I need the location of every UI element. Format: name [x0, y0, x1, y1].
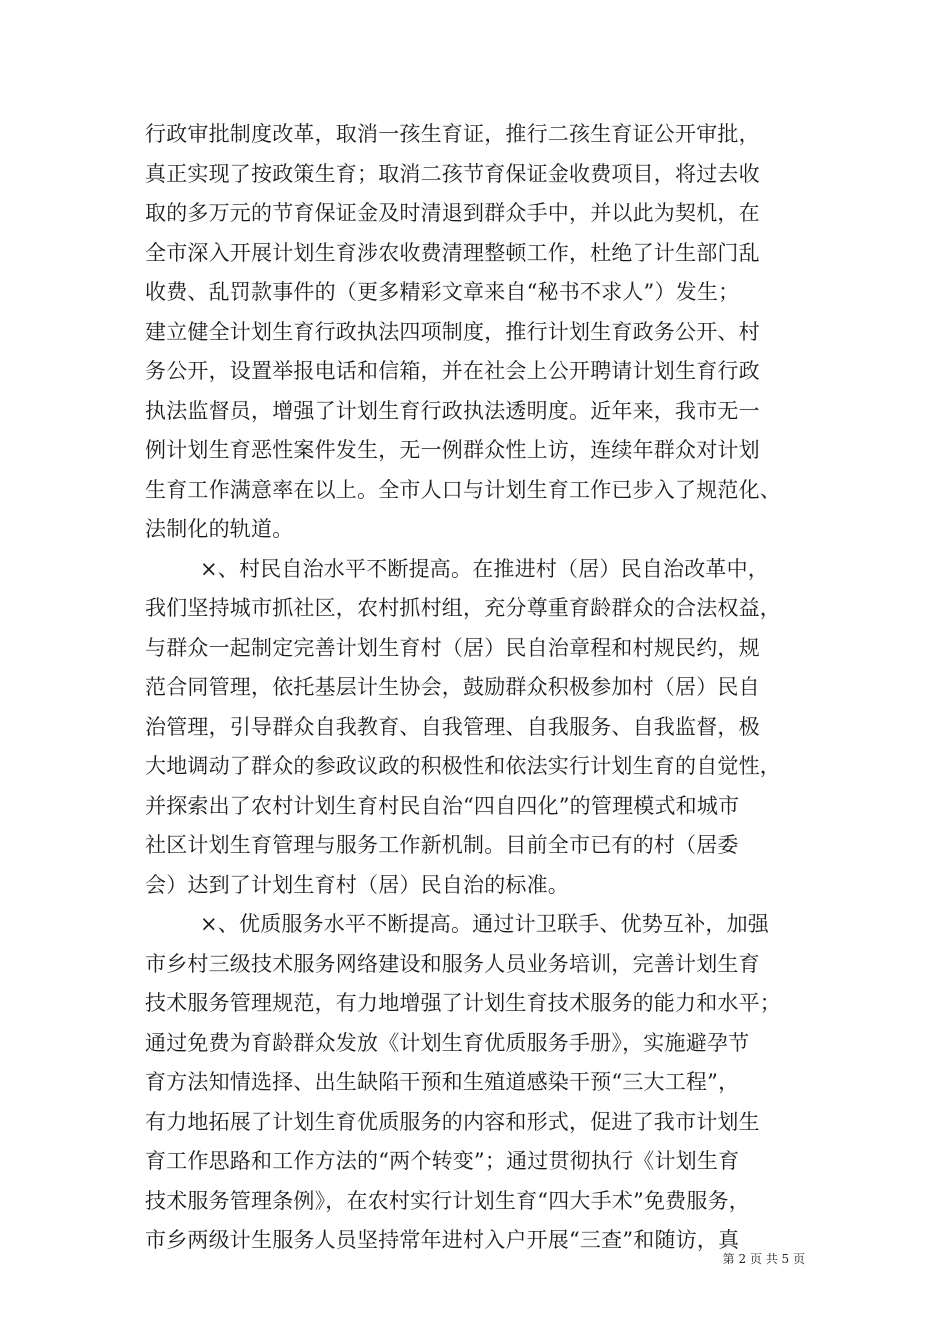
text-line: 取的多万元的节育保证金及时清退到群众手中，并以此为契机，在: [145, 201, 760, 225]
text-line: ×、优质服务水平不断提高。通过计卫联手、优势互补，加强: [200, 912, 769, 936]
text-line: 治管理，引导群众自我教育、自我管理、自我服务、自我监督，极: [145, 714, 760, 739]
text-line: 大地调动了群众的参政议政的积极性和依法实行计划生育的自觉性，: [145, 754, 781, 778]
text-line: 范合同管理，依托基层计生协会，鼓励群众积极参加村（居）民自: [145, 675, 760, 699]
text-line: 收费、乱罚款事件的（更多精彩文章来自“秘书不求人”）发生；: [145, 280, 740, 304]
text-line: 育工作思路和工作方法的“两个转变”；通过贯彻执行《计划生育: [145, 1149, 740, 1173]
paragraph: [145, 550, 815, 906]
text-line: 行政审批制度改革，取消一孩生育证，推行二孩生育证公开审批，: [145, 122, 760, 146]
text-line: 法制化的轨道。: [145, 517, 294, 541]
text-line: 生育工作满意率在以上。全市人口与计划生育工作已步入了规范化、: [145, 477, 781, 502]
text-line: 并探索出了农村计划生育村民自治“四自四化”的管理模式和城市: [145, 793, 740, 818]
page-number: 第 2 页 共 5 页: [722, 1252, 805, 1266]
text-line: 市乡两级计生服务人员坚持常年进村入户开展“三查”和随访，真: [145, 1228, 740, 1252]
text-line: 建立健全计划生育行政执法四项制度，推行计划生育政务公开、村: [145, 319, 760, 344]
text-line: 社区计划生育管理与服务工作新机制。目前全市已有的村（居委: [145, 833, 739, 857]
text-line: 通过免费为育龄群众发放《计划生育优质服务手册》，实施避孕节: [145, 1030, 750, 1055]
text-line: ×、村民自治水平不断提高。在推进村（居）民自治改革中，: [200, 556, 769, 581]
text-line: 技术服务管理规范，有力地增强了计划生育技术服务的能力和水平；: [145, 991, 781, 1015]
paragraph: [145, 905, 815, 1261]
text-line: 育方法知情选择、出生缺陷干预和生殖道感染干预“三大工程”，: [145, 1070, 740, 1094]
text-line: 全市深入开展计划生育涉农收费清理整顿工作，杜绝了计生部门乱: [145, 240, 760, 265]
text-line: 执法监督员，增强了计划生育行政执法透明度。近年来，我市无一: [145, 398, 760, 423]
text-line: 例计划生育恶性案件发生，无一例群众性上访，连续年群众对计划: [145, 438, 760, 462]
text-line: 务公开，设置举报电话和信箱，并在社会上公开聘请计划生育行政: [145, 359, 760, 383]
text-line: 我们坚持城市抓社区，农村抓村组，充分尊重育龄群众的合法权益，: [145, 596, 781, 620]
text-line: 真正实现了按政策生育；取消二孩节育保证金收费项目，将过去收: [145, 161, 760, 186]
text-line: 有力地拓展了计划生育优质服务的内容和形式，促进了我市计划生: [145, 1109, 760, 1134]
text-line: 市乡村三级技术服务网络建设和服务人员业务培训，完善计划生育: [145, 951, 760, 976]
document-body: [145, 115, 815, 1261]
text-line: 与群众一起制定完善计划生育村（居）民自治章程和村规民约，规: [145, 635, 760, 660]
paragraph: [145, 115, 815, 550]
text-line: 会）达到了计划生育村（居）民自治的标准。: [145, 872, 569, 897]
text-line: 技术服务管理条例》，在农村实行计划生育“四大手术”免费服务，: [145, 1188, 750, 1213]
